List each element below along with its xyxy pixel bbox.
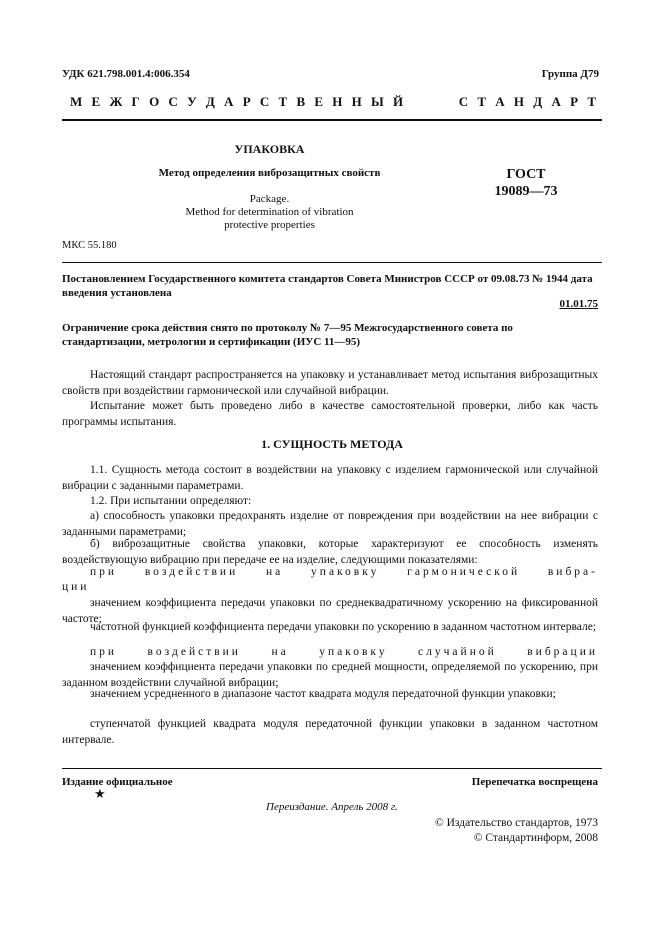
harmonic-indicator-2: частотной функцией коэффициента передачи упаковки по ускорению в заданном частотном интервале; [90,621,597,633]
doc-title: УПАКОВКА [234,142,305,156]
udk-code: УДК 621.798.001.4:006.354 [62,68,190,80]
title-rule [62,262,602,263]
intro-paragraph-1: Настоящий стандарт распространяется на упаковку и устанавливает метод испытания виброзащитных свойств при воздействии гармонической или случайной вибрации. [62,369,598,397]
random-heading: при воздействии на упаковку случайной вибрации [90,646,598,658]
random-indicator-3: ступенчатой функцией квадрата модуля передаточной функции упаковки в заданном частотном интервале. [62,718,598,746]
reprint-prohibited: Перепечатка воспрещена [471,776,598,788]
item-a: а) способность упаковки предохранять изделие от повреждения при воздействии на нее вибрации с заданными параметрами; [62,510,598,538]
header-rule [62,119,602,121]
gost-designation [476,166,576,200]
group-code: Группа Д79 [541,68,599,80]
english-title [62,193,477,232]
copyright-2008: © Стандартинформ, 2008 [473,832,598,844]
english-title-line-3: protective properties [224,219,315,231]
item-b: б) виброзащитные свойства упаковки, которые характеризуют ее способность изменять воздействующую вибрацию при передаче ее на изделие, следующими показателями: [62,538,598,566]
star-icon: ★ [94,786,106,801]
section-1-heading: 1. СУЩНОСТЬ МЕТОДА [261,437,403,451]
english-title-line-2: Method for determination of vibration [185,206,354,218]
reissue-note: Переиздание. Апрель 2008 г. [266,801,398,813]
banner-interstate: М Е Ж Г О С У Д А Р С Т В Е Н Н Ы Й [70,94,405,109]
random-indicator-2: значением усредненного в диапазоне частот квадрата модуля передаточной функции упаковки; [90,688,556,700]
gost-number: 19089—73 [494,184,558,199]
clause-1-1: 1.1. Сущность метода состоит в воздействии на упаковку с изделием гармонической или случайной вибрации с заданными параметрами. [62,464,598,492]
decree-text: Постановлением Государственного комитета стандартов Совета Министров СССР от 09.08.73 № 1944 дата введения установлена [62,273,593,299]
intro-paragraph-2: Испытание может быть проведено либо в качестве самостоятельной проверки, либо как часть программы испытания. [62,400,598,428]
harmonic-indicator-1: значением коэффициента передачи упаковки по среднеквадратичному ускорению на фиксированной частоте; [62,597,598,625]
random-indicator-1: значением коэффициента передачи упаковки по средней мощности, определяемой по ускорению, при заданном воздействии случайной вибрации; [62,661,598,689]
harmonic-heading-tail: ции [62,581,90,593]
footer-rule [62,768,602,769]
effective-date: 01.01.75 [559,298,598,310]
harmonic-heading: при воздействии на упаковку гармонической вибра- [90,566,598,578]
clause-1-2: 1.2. При испытании определяют: [90,495,252,507]
english-title-line-1: Package. [249,193,290,205]
doc-subtitle: Метод определения виброзащитных свойств [158,167,381,179]
banner-standard: С Т А Н Д А Р Т [458,94,597,109]
copyright-1973: © Издательство стандартов, 1973 [434,817,598,829]
mks-code: МКС 55.180 [62,240,117,251]
validity-note: Ограничение срока действия снято по протоколу № 7—95 Межгосударственного совета по стандартизации, метрологии и сертификации (ИУС 11—95) [62,322,513,348]
gost-label: ГОСТ [506,167,546,182]
official-edition: Издание официальное [62,776,173,788]
